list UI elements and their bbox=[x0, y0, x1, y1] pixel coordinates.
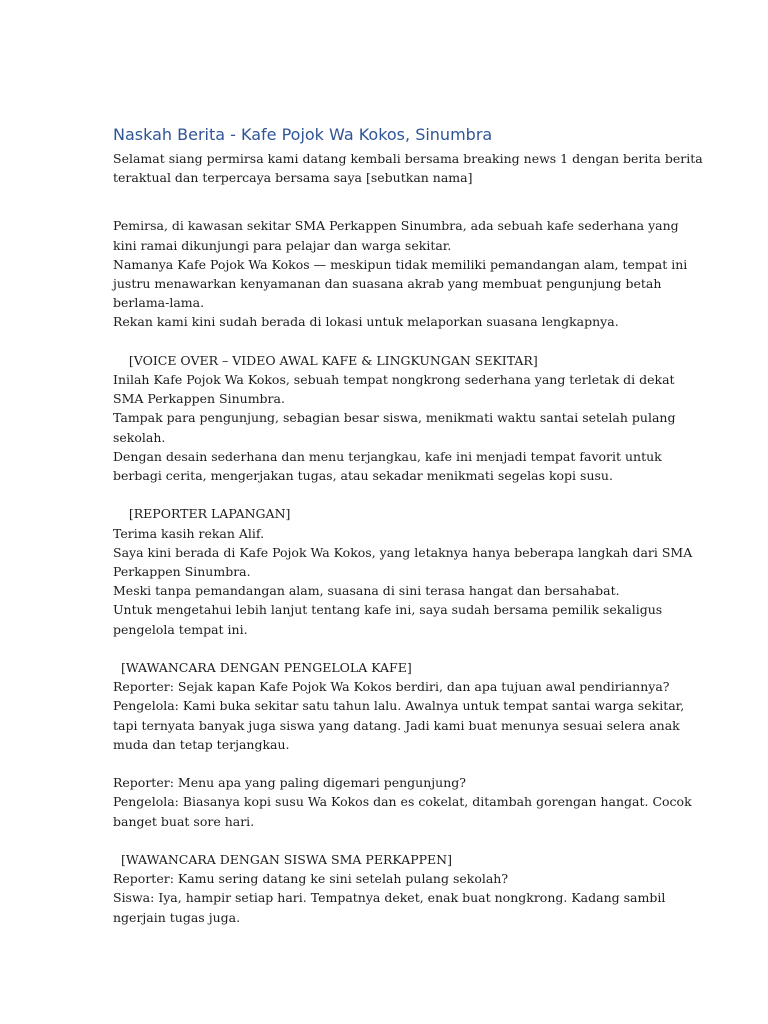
interview-manager-section bbox=[113, 658, 685, 754]
text-line: Reporter: Sejak kapan Kafe Pojok Wa Kokos berdiri, dan apa tujuan awal pendiriannya? bbox=[113, 679, 670, 695]
text-line: kini ramai dikunjungi para pelajar dan warga sekitar. bbox=[113, 237, 452, 253]
text-line: ngerjain tugas juga. bbox=[113, 909, 241, 925]
voice-over-section bbox=[113, 351, 676, 485]
document-body bbox=[113, 149, 703, 927]
document-page bbox=[113, 124, 703, 927]
text-line: Rekan kami kini sudah berada di lokasi untuk melaporkan suasana lengkapnya. bbox=[113, 314, 619, 330]
paragraph-spacer bbox=[113, 639, 661, 658]
paragraph-spacer bbox=[113, 831, 661, 850]
interview-manager-followup bbox=[113, 773, 692, 831]
text-line: Pengelola: Biasanya kopi susu Wa Kokos dan es cokelat, ditambah gorengan hangat. Cocok bbox=[113, 794, 692, 810]
text-line: Reporter: Kamu sering datang ke sini setelah pulang sekolah? bbox=[113, 871, 509, 887]
text-line: justru menawarkan kenyamanan dan suasana akrab yang membuat pengunjung betah bbox=[113, 276, 662, 292]
text-line: Pemirsa, di kawasan sekitar SMA Perkappen Sinumbra, ada sebuah kafe sederhana yang bbox=[113, 218, 679, 234]
text-line: Terima kasih rekan Alif. bbox=[113, 525, 265, 541]
text-line: Dengan desain sederhana dan menu terjangkau, kafe ini menjadi tempat favorit untuk bbox=[113, 448, 662, 464]
text-line: [VOICE OVER – VIDEO AWAL KAFE & LINGKUNGAN SEKITAR] bbox=[113, 352, 538, 368]
paragraph-spacer bbox=[113, 754, 661, 773]
text-line: pengelola tempat ini. bbox=[113, 621, 248, 637]
text-line: Perkappen Sinumbra. bbox=[113, 564, 251, 580]
document-title: Naskah Berita - Kafe Pojok Wa Kokos, Sinumbra bbox=[113, 125, 493, 144]
interview-student-section bbox=[113, 850, 666, 927]
text-line: Selamat siang permirsa kami datang kembali bersama breaking news 1 dengan berita berita bbox=[113, 151, 703, 166]
text-line: Reporter: Menu apa yang paling digemari pengunjung? bbox=[113, 775, 466, 791]
text-line: Namanya Kafe Pojok Wa Kokos — meskipun tidak memiliki pemandangan alam, tempat ini bbox=[113, 256, 688, 272]
opening-paragraph bbox=[113, 216, 688, 331]
text-line: [WAWANCARA DENGAN PENGELOLA KAFE] bbox=[113, 660, 412, 676]
text-line: Saya kini berada di Kafe Pojok Wa Kokos, yang letaknya hanya beberapa langkah dari SMA bbox=[113, 544, 693, 560]
text-line: berbagi cerita, mengerjakan tugas, atau sekadar menikmati segelas kopi susu. bbox=[113, 468, 613, 484]
paragraph-spacer bbox=[113, 332, 661, 351]
reporter-section bbox=[113, 504, 693, 638]
text-line: sekolah. bbox=[113, 429, 166, 445]
text-line: teraktual dan terpercaya bersama saya [sebutkan nama] bbox=[113, 170, 473, 186]
text-line: [WAWANCARA DENGAN SISWA SMA PERKAPPEN] bbox=[113, 852, 452, 868]
text-line: Siswa: Iya, hampir setiap hari. Tempatnya deket, enak buat nongkrong. Kadang sambil bbox=[113, 890, 666, 906]
paragraph-spacer bbox=[113, 187, 661, 216]
text-line: Untuk mengetahui lebih lanjut tentang kafe ini, saya sudah bersama pemilik sekaligus bbox=[113, 602, 663, 618]
text-line: SMA Perkappen Sinumbra. bbox=[113, 391, 285, 407]
text-line: berlama-lama. bbox=[113, 295, 205, 311]
text-line: tapi ternyata banyak juga siswa yang datang. Jadi kami buat menunya sesuai selera anak bbox=[113, 717, 680, 733]
text-line: banget buat sore hari. bbox=[113, 813, 255, 829]
intro-paragraph bbox=[113, 149, 703, 187]
paragraph-spacer bbox=[113, 485, 661, 504]
text-line: muda dan tetap terjangkau. bbox=[113, 736, 290, 752]
text-line: Pengelola: Kami buka sekitar satu tahun lalu. Awalnya untuk tempat santai warga sekitar, bbox=[113, 698, 685, 714]
text-line: Meski tanpa pemandangan alam, suasana di sini terasa hangat dan bersahabat. bbox=[113, 583, 620, 599]
text-line: Tampak para pengunjung, sebagian besar siswa, menikmati waktu santai setelah pulang bbox=[113, 410, 676, 426]
text-line: Inilah Kafe Pojok Wa Kokos, sebuah tempat nongkrong sederhana yang terletak di dekat bbox=[113, 372, 675, 388]
text-line: [REPORTER LAPANGAN] bbox=[113, 506, 291, 522]
